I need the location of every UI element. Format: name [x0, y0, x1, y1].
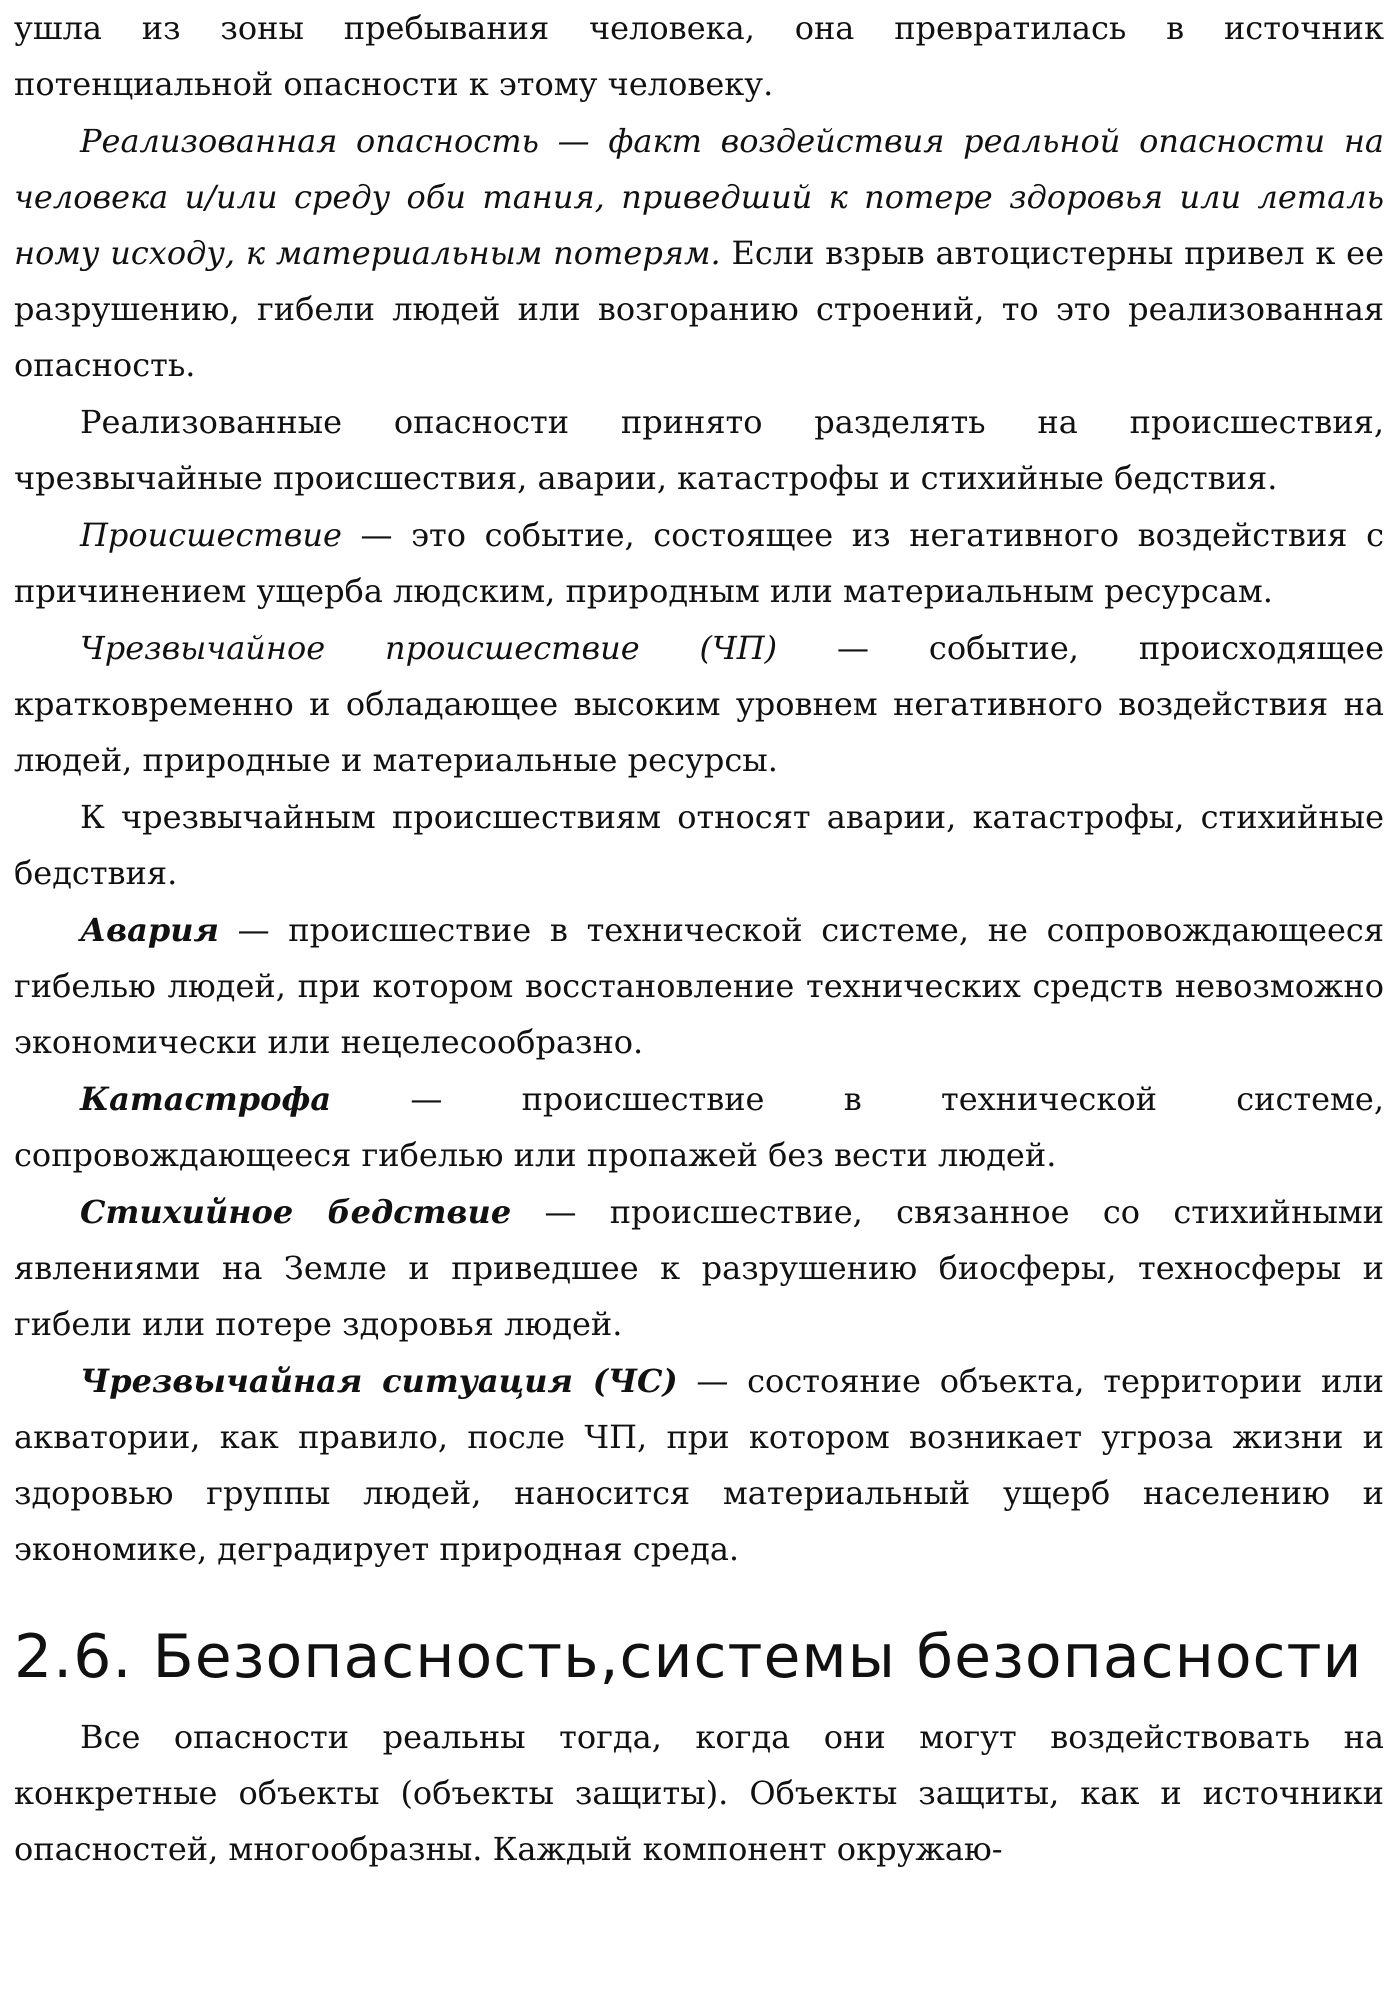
paragraph-5 [14, 620, 1384, 788]
paragraph-8-text: — происшествие в технической системе, сопровождающееся гибелью или пропажей без вести людей. [14, 1080, 1384, 1174]
paragraph-9-text: — происшествие, связанное со стихийными явлениями на Земле и приведшее к разрушению биосферы, техносферы и гибели или потере здоровья людей. [14, 1193, 1385, 1343]
document-page [14, 0, 1384, 1878]
paragraph-1 [14, 0, 1384, 112]
paragraph-7-text: — происшествие в технической системе, не сопровождающееся гибелью людей, при котором восстановление технических средств невозможно экономически или нецелесообразно. [14, 911, 1384, 1061]
paragraph-6-text: К чрезвычайным происшествиям относят аварии, катастрофы, стихийные бедствия. [14, 798, 1384, 892]
paragraph-8 [14, 1071, 1384, 1183]
term-incident: Происшествие [80, 516, 342, 554]
paragraph-2-definition: Реализованная опасность — факт воздействия реальной опасности на человека и/или среду оби тания, приведший к потере здоровья или леталь ному исходу, к материальным потерям. [14, 122, 1384, 272]
term-accident: Авария [80, 911, 219, 949]
paragraph-2-text: Если взрыв автоцистерны привел к ее разрушению, гибели людей или возгоранию строений, то это реализованная опасность. [14, 234, 1384, 384]
term-emergency-incident: Чрезвычайное происшествие (ЧП) [80, 629, 778, 667]
paragraph-2 [14, 113, 1384, 393]
paragraph-7 [14, 902, 1384, 1070]
section-paragraph-text: Все опасности реальны тогда, когда они могут воздействовать на конкретные объекты (объекты защиты). Объекты защиты, как и источники опасностей, многообразны. Каждый компонент окружаю- [14, 1718, 1384, 1868]
paragraph-5-text: — событие, происходящее кратковременно и обладающее высоким уровнем негативного воздействия на людей, природные и материальные ресурсы. [14, 629, 1385, 779]
term-emergency-situation: Чрезвычайная ситуация (ЧС) [80, 1362, 678, 1400]
paragraph-3-text: Реализованные опасности принято разделять на происшествия, чрезвычайные происшествия, аварии, катастрофы и стихийные бедствия. [14, 403, 1384, 497]
section-heading: 2.6. Безопасность,системы безопасности [14, 1622, 1363, 1692]
paragraph-1-text: ушла из зоны пребывания человека, она превратилась в источник потенциальной опасности к этому человеку. [14, 9, 1384, 103]
term-catastrophe: Катастрофа [80, 1080, 332, 1118]
paragraph-10-text: — состояние объекта, территории или акватории, как правило, после ЧП, при котором возникает угроза жизни и здоровью группы людей, наносится материальный ущерб населению и экономике, деградирует природная среда. [14, 1362, 1384, 1568]
paragraph-9 [14, 1184, 1384, 1352]
paragraph-10 [14, 1353, 1384, 1577]
paragraph-4 [14, 507, 1384, 619]
paragraph-4-text: — это событие, состоящее из негативного воздействия с причинением ущерба людским, природным или материальным ресурсам. [14, 516, 1384, 610]
paragraph-3 [14, 394, 1384, 506]
paragraph-6 [14, 789, 1384, 901]
section-paragraph [14, 1709, 1384, 1877]
term-natural-disaster: Стихийное бедствие [80, 1193, 512, 1231]
